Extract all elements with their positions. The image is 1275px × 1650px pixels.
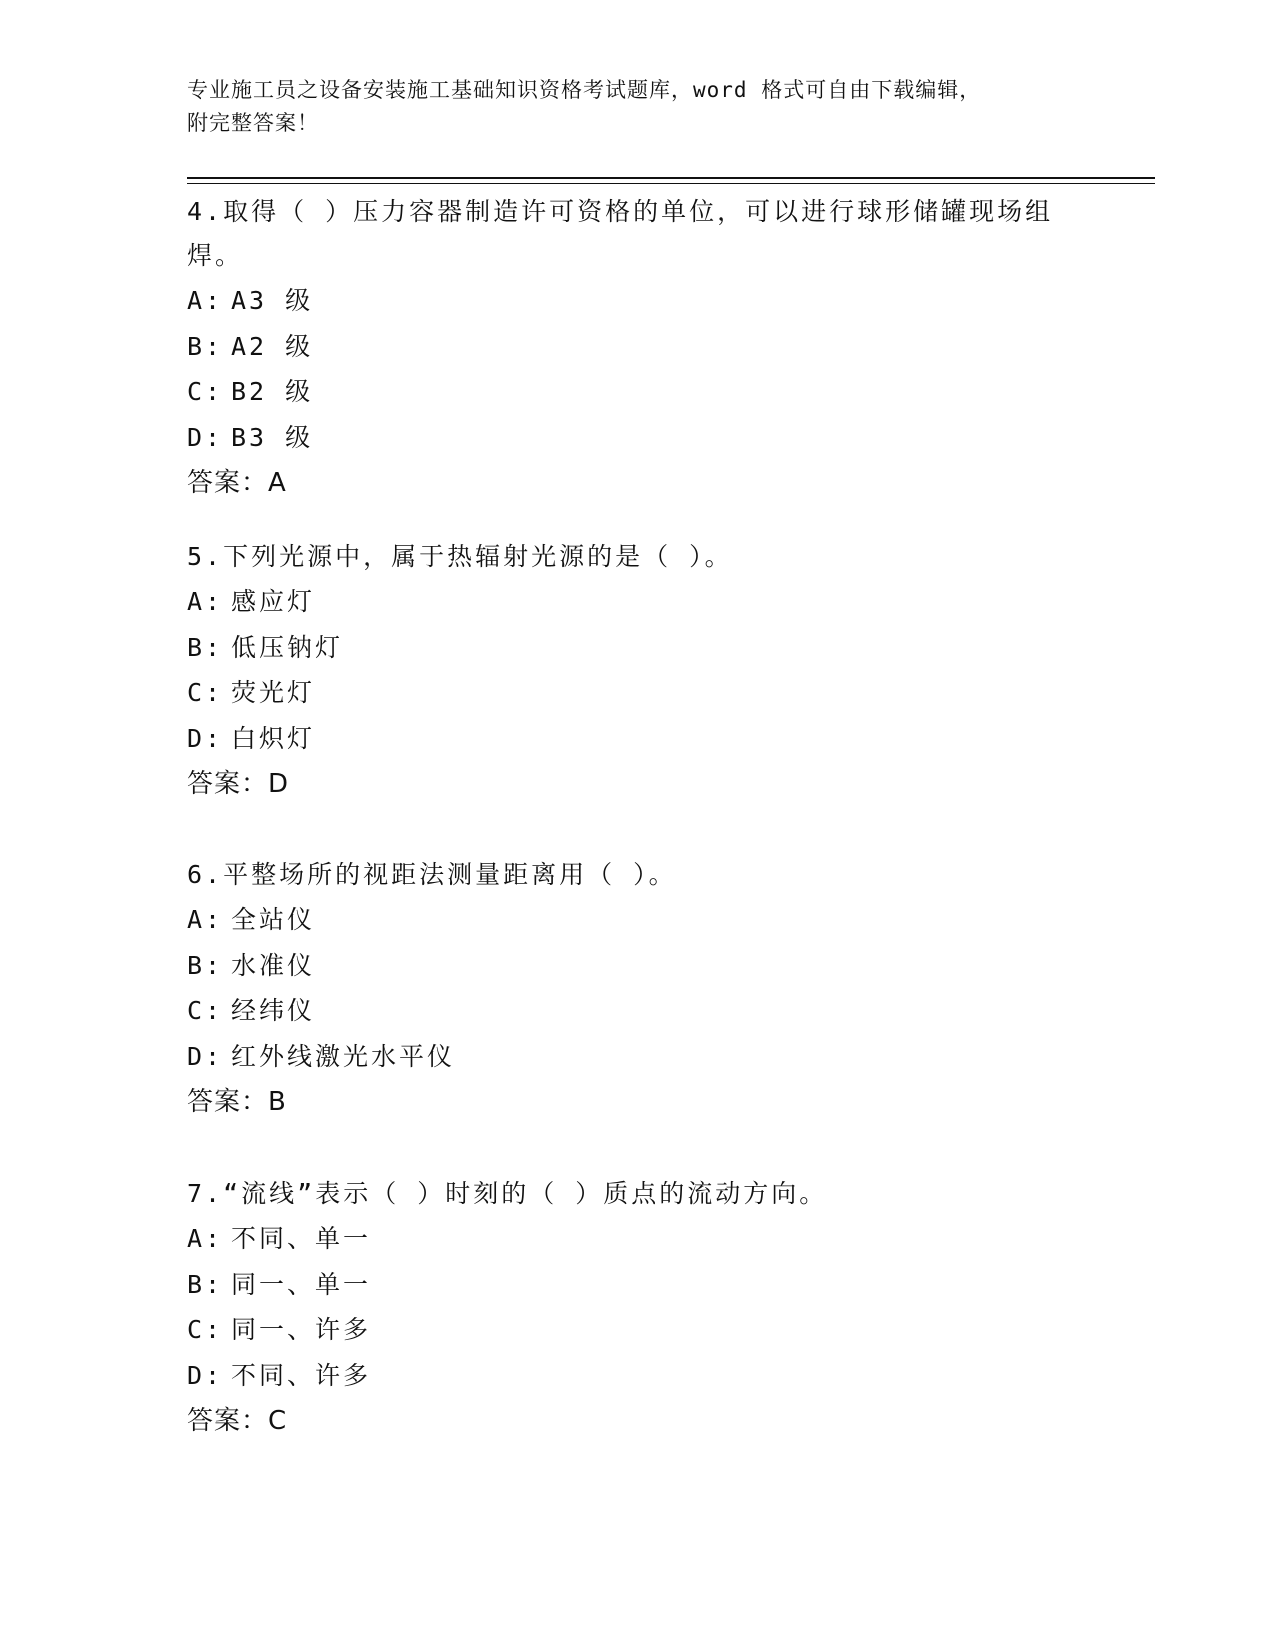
answer-line: 答案：B [187,1087,287,1117]
option-letter: A: [187,905,224,934]
header-line-1: 专业施工员之设备安装施工基础知识资格考试题库，word 格式可自由下载编辑， [187,78,982,102]
option-letter: B: [187,331,224,361]
option-b [187,324,1053,370]
option-letter: D: [187,422,224,452]
option-c [187,670,733,716]
answer-line: 答案：D [187,769,290,799]
option-b [187,625,733,671]
option-letter: C: [187,377,224,406]
option-letter: C: [187,996,224,1025]
option-d [187,1034,677,1080]
option-text: 经纬仪 [231,996,316,1025]
header-rule-thin [187,183,1155,184]
option-text: 全站仪 [231,905,316,934]
option-text: 同一、许多 [231,1315,372,1344]
option-letter: D: [187,1360,224,1390]
option-letter: B: [187,632,224,662]
option-letter: D: [187,723,224,753]
answer-line: 答案：C [187,1406,288,1436]
option-letter: C: [187,678,224,707]
question-stem-continued: 焊。 [187,241,244,270]
option-d [187,716,733,762]
question-stem: 5.下列光源中，属于热辐射光源的是（ ）。 [187,542,733,571]
option-text: 荧光灯 [231,678,316,707]
question-7 [187,1172,827,1444]
header-rule-thick [187,177,1155,179]
option-text: 低压钠灯 [231,632,344,662]
option-text: 白炽灯 [231,723,316,753]
option-b [187,1262,827,1308]
header-line-2: 附完整答案！ [187,111,319,135]
option-c [187,1307,827,1353]
question-4 [187,190,1053,506]
option-text: A2 级 [231,331,314,361]
option-a [187,579,733,625]
option-letter: A: [187,587,224,616]
question-stem: 4.取得（ ）压力容器制造许可资格的单位，可以进行球形储罐现场组 [187,197,1054,226]
option-text: 不同、许多 [231,1360,372,1390]
option-a [187,278,1053,324]
option-d [187,1353,827,1399]
option-text: 红外线激光水平仪 [231,1041,456,1071]
option-text: B2 级 [231,377,314,406]
option-letter: A: [187,286,224,315]
option-text: 水准仪 [231,950,316,980]
option-text: B3 级 [231,422,314,452]
document-header [187,74,1087,140]
option-text: 同一、单一 [231,1269,372,1299]
option-text: A3 级 [231,286,314,315]
question-5 [187,535,733,807]
option-c [187,988,677,1034]
option-a [187,1216,827,1262]
question-6 [187,853,677,1125]
option-letter: B: [187,950,224,980]
option-c [187,369,1053,415]
option-letter: D: [187,1041,224,1071]
option-letter: B: [187,1269,224,1299]
question-stem: 6.平整场所的视距法测量距离用（ ）。 [187,860,677,889]
option-d [187,415,1053,461]
option-a [187,897,677,943]
option-text: 不同、单一 [231,1224,372,1253]
option-letter: C: [187,1315,224,1344]
answer-line: 答案：A [187,468,287,498]
option-letter: A: [187,1224,224,1253]
option-b [187,943,677,989]
option-text: 感应灯 [231,587,316,616]
question-stem: 7.“流线”表示（ ）时刻的（ ）质点的流动方向。 [187,1179,828,1208]
